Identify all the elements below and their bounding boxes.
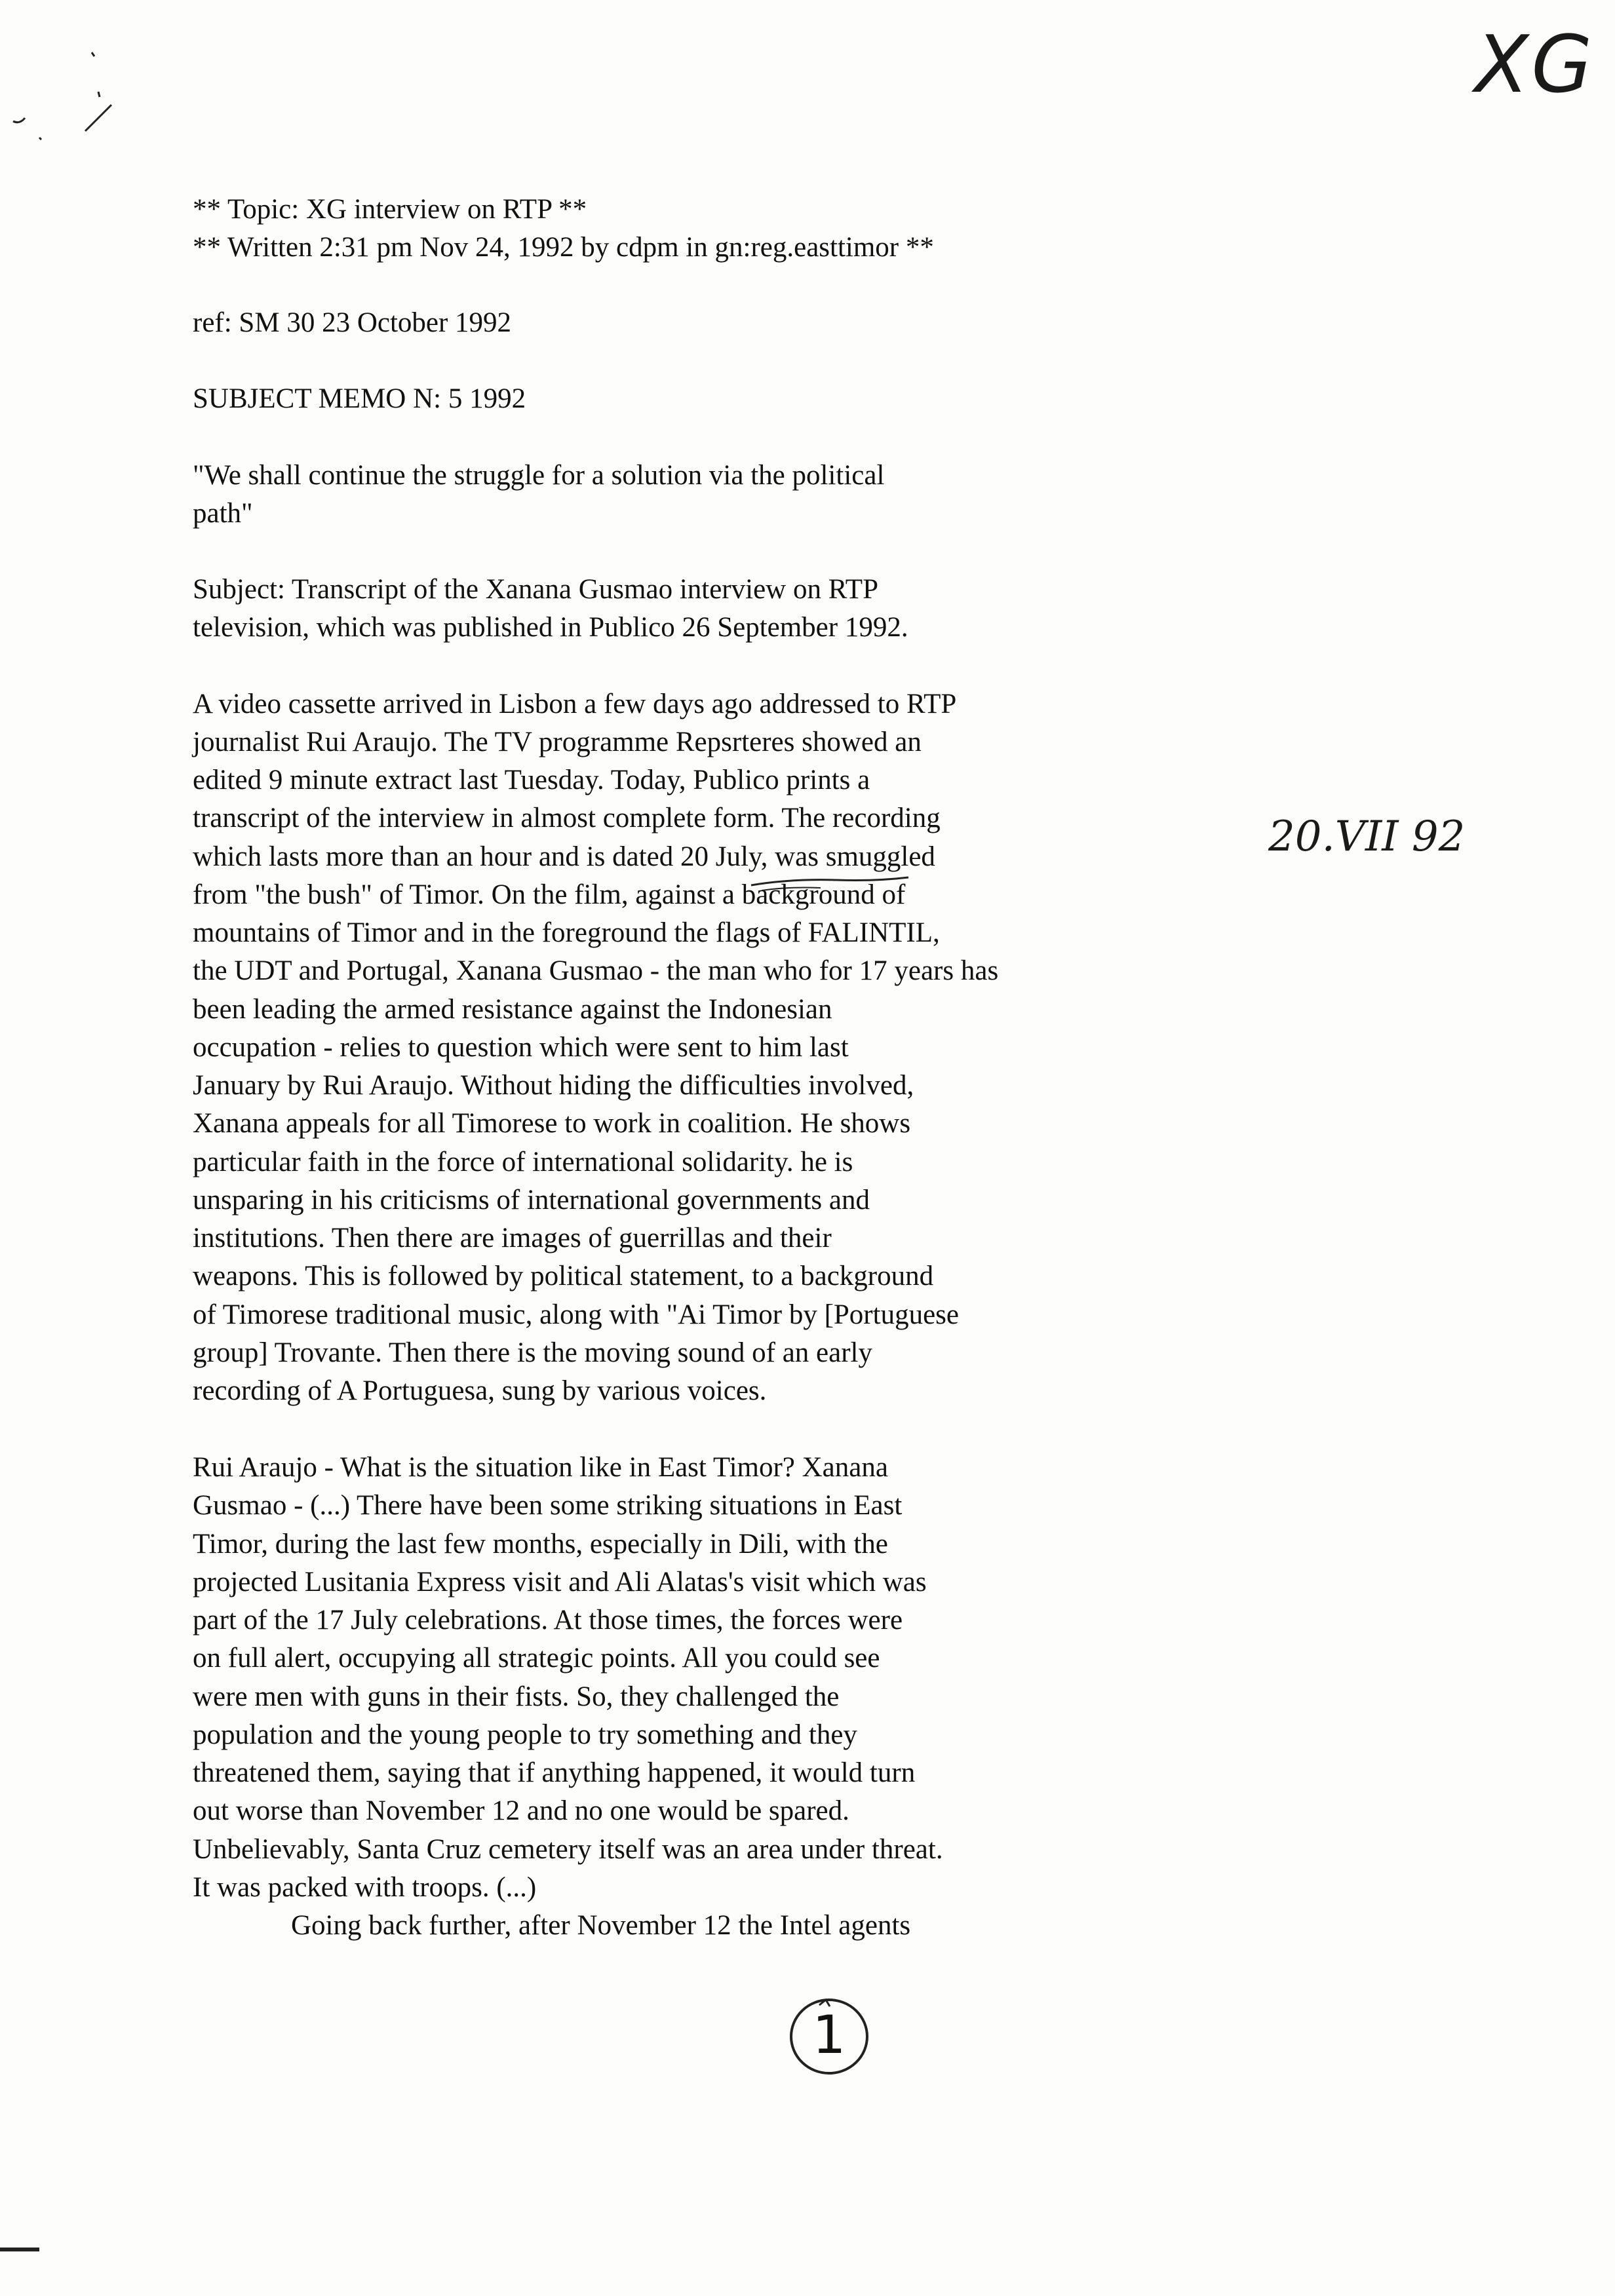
handwritten-margin-date: 20.VII 92 — [1268, 813, 1466, 861]
document-line: unsparing in his criticisms of international governments and — [193, 1185, 870, 1215]
document-line: particular faith in the force of international solidarity. he is — [193, 1147, 853, 1177]
document-line: Going back further, after November 12 the Intel agents — [291, 1910, 911, 1941]
document-line: population and the young people to try something and they — [193, 1719, 857, 1750]
document-line: recording of A Portuguesa, sung by various voices. — [193, 1375, 767, 1406]
document-line: the UDT and Portugal, Xanana Gusmao - the man who for 17 years has — [193, 955, 999, 986]
document-line: were men with guns in their fists. So, they challenged the — [193, 1681, 840, 1712]
document-line: projected Lusitania Express visit and Ali Alatas's visit which was — [193, 1567, 927, 1598]
document-line: from "the bush" of Timor. On the film, against a background of — [193, 879, 906, 910]
document-line: of Timorese traditional music, along with "Ai Timor by [Portuguese — [193, 1299, 959, 1330]
document-line: which lasts more than an hour and is dated 20 July, was smuggled — [193, 841, 935, 872]
page-number — [783, 1992, 875, 2077]
pen-scribble-mark — [7, 33, 138, 151]
document-line: It was packed with troops. (...) — [193, 1872, 537, 1903]
document-line: A video cassette arrived in Lisbon a few days ago addressed to RTP — [193, 689, 957, 719]
document-line: Xanana appeals for all Timorese to work in coalition. He shows — [193, 1108, 911, 1139]
document-line: Timor, during the last few months, especially in Dili, with the — [193, 1529, 888, 1559]
document-line: Subject: Transcript of the Xanana Gusmao interview on RTP — [193, 574, 878, 605]
document-line: ** Topic: XG interview on RTP ** — [193, 194, 587, 225]
page-number-text: 1 — [812, 2004, 846, 2065]
document-line: institutions. Then there are images of guerrillas and their — [193, 1223, 832, 1253]
document-line: out worse than November 12 and no one would be spared. — [193, 1795, 849, 1826]
scan-edge-mark — [0, 2248, 39, 2251]
document-line: Gusmao - (...) There have been some striking situations in East — [193, 1490, 903, 1521]
document-line: mountains of Timor and in the foreground the flags of FALINTIL, — [193, 917, 940, 948]
document-line: Unbelievably, Santa Cruz cemetery itself was an area under threat. — [193, 1834, 943, 1865]
document-line: been leading the armed resistance against the Indonesian — [193, 994, 832, 1025]
document-line: group] Trovante. Then there is the moving sound of an early — [193, 1337, 872, 1368]
document-line: ref: SM 30 23 October 1992 — [193, 307, 512, 338]
document-line: transcript of the interview in almost complete form. The recording — [193, 803, 941, 833]
document-line: path" — [193, 498, 253, 529]
document-line: ** Written 2:31 pm Nov 24, 1992 by cdpm in gn:reg.easttimor ** — [193, 232, 934, 263]
document-line: television, which was published in Publico 26 September 1992. — [193, 612, 908, 643]
document-line: occupation - relies to question which were sent to him last — [193, 1032, 849, 1063]
document-line: January by Rui Araujo. Without hiding the difficulties involved, — [193, 1070, 914, 1101]
document-line: "We shall continue the struggle for a solution via the political — [193, 460, 885, 491]
handwritten-corner-mark: XG — [1475, 20, 1595, 111]
document-line: journalist Rui Araujo. The TV programme Repsrteres showed an — [193, 727, 922, 757]
document-line: Rui Araujo - What is the situation like in East Timor? Xanana — [193, 1452, 888, 1483]
document-line: on full alert, occupying all strategic points. All you could see — [193, 1643, 880, 1674]
document-line: threatened them, saying that if anything happened, it would turn — [193, 1757, 916, 1788]
document-line: SUBJECT MEMO N: 5 1992 — [193, 383, 526, 414]
document-line: part of the 17 July celebrations. At those times, the forces were — [193, 1605, 903, 1636]
document-line: edited 9 minute extract last Tuesday. Today, Publico prints a — [193, 765, 870, 795]
document-line: weapons. This is followed by political statement, to a background — [193, 1261, 934, 1292]
